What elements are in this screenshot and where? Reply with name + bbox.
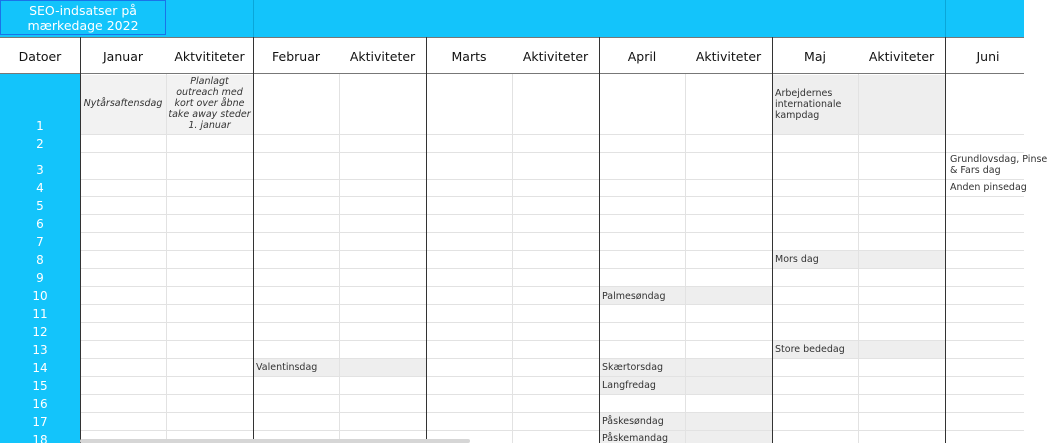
header-aktiviteter-marts[interactable]: Aktiviteter bbox=[522, 48, 589, 64]
row-label[interactable]: 15 bbox=[32, 379, 48, 393]
row-label[interactable]: 18 bbox=[32, 433, 48, 447]
cell-apr-17[interactable]: Påskesøndag bbox=[602, 416, 664, 427]
row-label[interactable]: 12 bbox=[32, 325, 48, 339]
row-label[interactable]: 16 bbox=[32, 397, 48, 411]
row-label[interactable]: 6 bbox=[36, 217, 44, 231]
row-label[interactable]: 17 bbox=[32, 415, 48, 429]
header-aktiviteter-april[interactable]: Aktiviteter bbox=[695, 48, 762, 64]
row-label[interactable]: 5 bbox=[36, 199, 44, 213]
header-marts[interactable]: Marts bbox=[451, 48, 487, 64]
row-label[interactable]: 7 bbox=[36, 235, 44, 249]
cell-feb-14[interactable]: Valentinsdag bbox=[256, 362, 318, 373]
cell-may-1[interactable]: Arbejdernes internationale kampdag bbox=[775, 88, 842, 121]
cell-jan-1[interactable]: Nytårsaftensdag bbox=[83, 98, 163, 109]
row-label[interactable]: 8 bbox=[36, 253, 44, 267]
row-label[interactable]: 3 bbox=[36, 163, 44, 177]
title-cell[interactable]: SEO-indsatser på mærkedage 2022 bbox=[0, 0, 166, 35]
row-label[interactable]: 1 bbox=[36, 119, 44, 133]
cell-apr-18[interactable]: Påskemandag bbox=[602, 433, 669, 444]
header-maj[interactable]: Maj bbox=[804, 48, 826, 64]
horizontal-scrollbar[interactable] bbox=[80, 439, 470, 443]
cell-apr-10[interactable]: Palmesøndag bbox=[602, 291, 666, 302]
cell-apr-15[interactable]: Langfredag bbox=[602, 380, 656, 391]
cell-jan-act-1[interactable]: Planlagt outreach med kort over åbne take away steder 1. januar bbox=[168, 76, 251, 131]
cell-jun-4[interactable]: Anden pinsedag bbox=[950, 182, 1027, 193]
header-januar[interactable]: Januar bbox=[103, 48, 143, 64]
cell-apr-14[interactable]: Skærtorsdag bbox=[602, 362, 664, 373]
row-label[interactable]: 2 bbox=[36, 137, 44, 151]
row-label[interactable]: 14 bbox=[32, 361, 48, 375]
row-label[interactable]: 9 bbox=[36, 271, 44, 285]
cell-may-8[interactable]: Mors dag bbox=[775, 254, 819, 265]
header-april[interactable]: April bbox=[627, 48, 657, 64]
header-aktiviteter-januar[interactable]: Aktvititeter bbox=[174, 48, 245, 64]
header-juni[interactable]: Juni bbox=[976, 48, 1000, 64]
cell-jun-3[interactable]: Grundlovsdag, Pinse & Fars dag bbox=[950, 154, 1048, 176]
header-aktiviteter-maj[interactable]: Aktiviteter bbox=[868, 48, 935, 64]
row-label[interactable]: 10 bbox=[32, 289, 48, 303]
cell-may-13[interactable]: Store bededag bbox=[775, 344, 845, 355]
row-label[interactable]: 11 bbox=[32, 307, 48, 321]
row-label[interactable]: 13 bbox=[32, 343, 48, 357]
header-datoer[interactable]: Datoer bbox=[18, 48, 62, 64]
header-aktiviteter-februar[interactable]: Aktiviteter bbox=[349, 48, 416, 64]
header-februar[interactable]: Februar bbox=[272, 48, 320, 64]
row-label[interactable]: 4 bbox=[36, 181, 44, 195]
header-row bbox=[0, 37, 1024, 74]
